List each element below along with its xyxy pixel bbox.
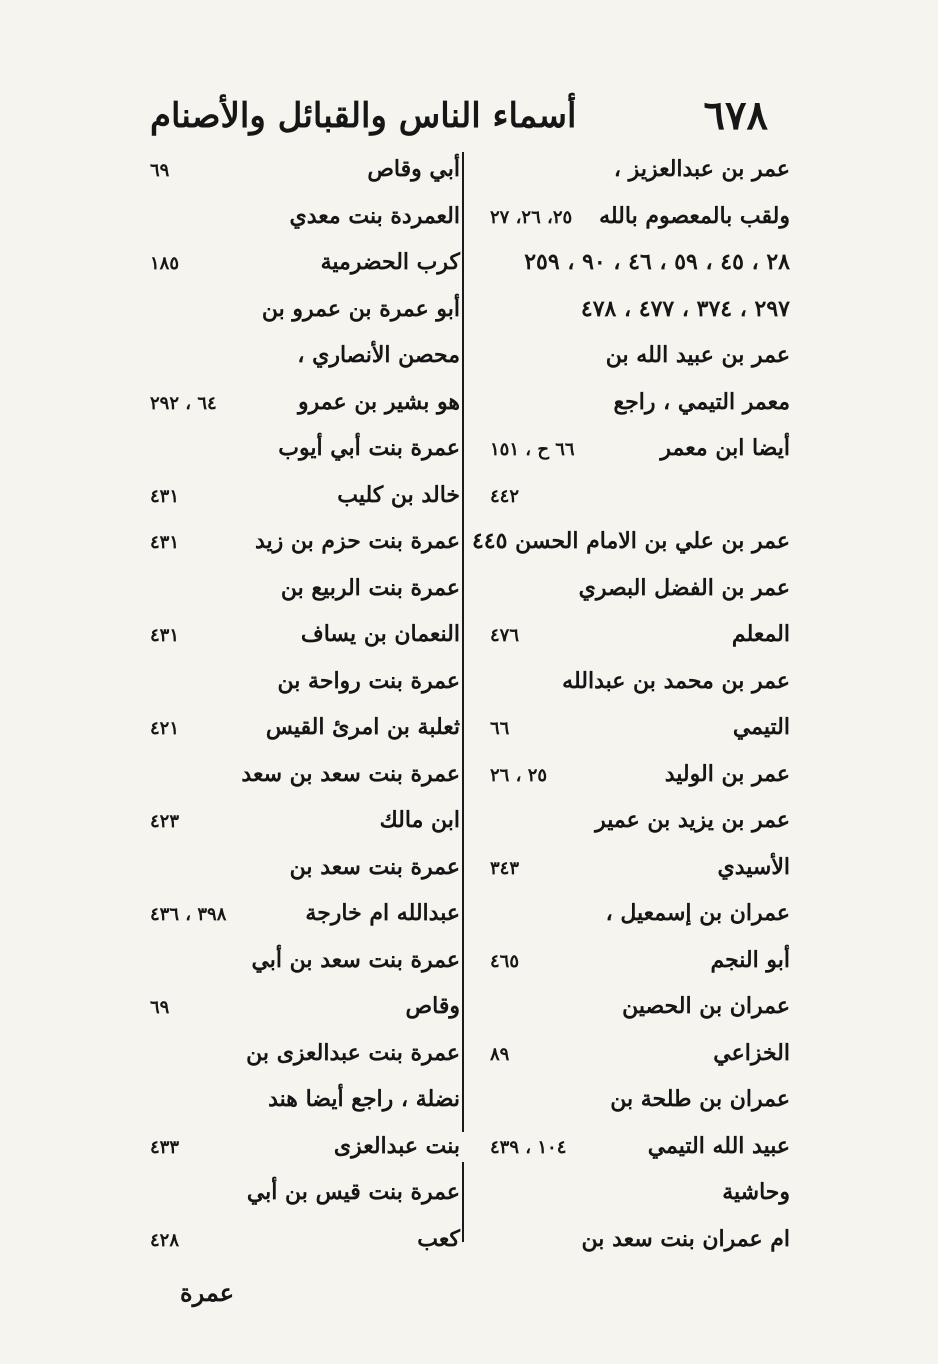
entry-pages: ٦٩ [150,997,170,1018]
entry-name: محصن الأنصاري ، [297,342,460,368]
index-entry [150,569,460,616]
index-entry [470,801,800,848]
entry-name: عمرة بنت الربيع بن [280,574,460,601]
index-entry [150,1173,460,1220]
entry-name: هو بشير بن عمرو [298,388,460,415]
index-entry [470,243,800,290]
entry-name: عبدالله ام خارجة [305,900,460,926]
index-entry [150,755,460,802]
entry-name: عمر بن الوليد [664,760,790,787]
entry-name: عبيد الله التيمي [647,1132,790,1159]
entry-name: العمردة بنت معدي [289,202,460,229]
entry-name: ام عمران بنت سعد بن [581,1225,790,1252]
index-entry [150,429,460,476]
entry-name: كعب [417,1225,460,1252]
entry-name: ابن مالك [379,807,460,833]
index-entry [150,941,460,988]
entry-name: عمر بن عبدالعزيز ، [613,156,790,182]
index-entry [470,1127,800,1174]
entry-pages: ٦٦ [490,718,510,739]
index-entry [150,150,460,197]
entry-name: المعلم [731,621,790,647]
entry-name: نضلة ، راجع أيضا هند [268,1086,460,1112]
entry-name: أيضا ابن معمر [660,435,790,461]
index-entry [470,522,800,569]
entry-name: النعمان بن يساف [300,621,460,647]
entry-pages: ٢٥، ٢٦، ٢٧ [490,206,573,228]
entry-pages: ٤٢٨ [150,1229,180,1251]
entry-pages: ٤٤٢ [490,485,520,507]
entry-pages: ٦٤ ، ٢٩٢ [150,392,217,414]
index-entry [470,383,800,430]
index-entry [470,569,800,616]
index-entry [150,476,460,523]
entry-name: عمرة بنت سعد بن أبي [251,946,460,973]
index-entry [150,987,460,1034]
index-entry [470,615,800,662]
index-entry [150,1034,460,1081]
entry-pages: ٤٢١ [150,718,180,739]
index-entry [150,801,460,848]
index-entry [470,1173,800,1220]
index-entry [150,290,460,337]
entry-name: ٢٨ ، ٤٥ ، ٥٩ ، ٤٦ ، ٩٠ ، ٢٥٩ [524,249,790,275]
entry-name: عمر بن عبيد الله بن [605,342,790,368]
entry-name: التيمي [732,714,790,740]
index-entry [470,708,800,755]
index-column-left [150,150,460,1266]
index-entry [150,336,460,383]
index-entry [470,1034,800,1081]
entry-name: ثعلبة بن امرئ القيس [265,714,460,740]
column-divider [462,152,464,1132]
index-entry [470,197,800,244]
entry-pages: ٣٤٣ [490,857,520,879]
index-entry [470,476,800,523]
entry-name: عمران بن طلحة بن [610,1086,790,1112]
entry-name: أبو عمرة بن عمرو بن [261,295,460,322]
entry-pages: ٤٣٣ [150,1136,180,1158]
entry-name: الخزاعي [713,1039,790,1066]
entry-pages: ٨٩ [490,1043,510,1065]
entry-pages: ١٨٥ [150,253,180,274]
entry-pages: ٤٣١ [150,625,180,646]
page-number: ٦٧٨ [703,92,768,139]
entry-pages: ١٠٤ ، ٤٣٩ [490,1136,567,1158]
column-divider-lower [462,1162,464,1242]
index-entry [150,662,460,709]
entry-name: ولقب بالمعصوم بالله [599,202,790,229]
index-entry [470,150,800,197]
index-entry [150,522,460,569]
entry-name: وقاص [405,993,460,1019]
index-entry [150,1220,460,1267]
entry-pages: ٦٦ ح ، ١٥١ [490,439,575,460]
index-entry [150,197,460,244]
index-entry [470,429,800,476]
entry-name: عمرة بنت أبي أيوب [278,435,460,461]
catchword: عمرة [180,1278,235,1307]
page-title: أسماء الناس والقبائل والأصنام [150,96,577,136]
entry-name: عمر بن الفضل البصري [578,574,790,601]
entry-name: عمر بن محمد بن عبدالله [562,667,790,694]
entry-name: الأسيدي [717,853,790,880]
entry-name: عمران بن إسمعيل ، [605,900,790,926]
entry-pages: ٦٩ [150,160,170,181]
index-entry [150,708,460,755]
entry-name: ٢٩٧ ، ٣٧٤ ، ٤٧٧ ، ٤٧٨ [580,295,790,322]
entry-name: عمران بن الحصين [622,993,790,1019]
index-entry [150,1127,460,1174]
entry-name: بنت عبدالعزى [333,1132,460,1159]
entry-name: أبي وقاص [367,156,460,182]
entry-name: عمرة بنت قيس بن أبي [246,1179,460,1205]
entry-name: عمر بن يزيد بن عمير [595,807,790,833]
entry-name: عمر بن علي بن الامام الحسن ٤٤٥ [471,528,790,554]
entry-pages: ٤٣١ [150,532,180,553]
entry-name: عمرة بنت رواحة بن [277,667,460,694]
entry-name: عمرة بنت سعد بن سعد [241,760,460,787]
index-entry [150,894,460,941]
entry-pages: ٤٧٦ [490,625,520,646]
index-entry [470,1080,800,1127]
index-entry [470,662,800,709]
entry-pages: ٤٦٥ [490,950,520,972]
index-entry [150,383,460,430]
index-entry [150,848,460,895]
index-entry [150,615,460,662]
entry-name: عمرة بنت عبدالعزى بن [246,1039,460,1066]
entry-name: عمرة بنت حزم بن زيد [254,528,460,554]
entry-name: وحاشية [722,1179,790,1205]
index-entry [470,894,800,941]
entry-name: كرب الحضرمية [320,249,460,275]
entry-name: معمر التيمي ، راجع [613,388,790,415]
entry-name: أبو النجم [710,946,790,973]
page-header [150,92,788,152]
index-entry [470,755,800,802]
index-entry [470,941,800,988]
index-entry [470,1220,800,1267]
entry-pages: ٣٩٨ ، ٤٣٦ [150,904,227,925]
index-entry [150,1080,460,1127]
index-column-right [470,150,800,1266]
index-entry [470,987,800,1034]
entry-pages: ٤٢٣ [150,811,180,832]
index-entry [470,290,800,337]
index-entry [150,243,460,290]
index-entry [470,336,800,383]
entry-name: خالد بن كليب [337,481,460,508]
index-entry [470,848,800,895]
entry-pages: ٤٣١ [150,485,180,507]
entry-name: عمرة بنت سعد بن [289,853,460,880]
entry-pages: ٢٥ ، ٢٦ [490,764,548,786]
